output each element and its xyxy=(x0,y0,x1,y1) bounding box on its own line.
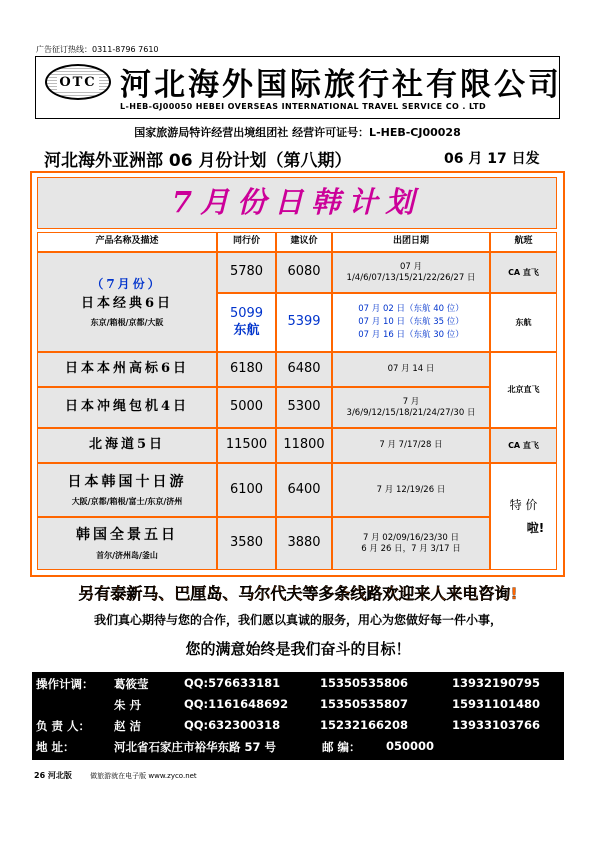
product-route: 首尔/济州岛/釜山 xyxy=(96,549,158,560)
departure-dates-promo xyxy=(332,293,490,352)
license-line: 国家旅游局特许经营出境组团社 经营许可证号：L-HEB-CJ00028 xyxy=(134,126,461,139)
logo-text: OTC xyxy=(59,74,97,90)
peer-price-value: 6180 xyxy=(229,361,264,377)
suggest-price xyxy=(276,517,332,570)
contact-phone: 15232166208 xyxy=(320,718,409,732)
contact-phone: 13932190795 xyxy=(452,676,541,690)
airline xyxy=(490,428,557,463)
contact-phone: 15350535806 xyxy=(320,676,409,690)
col-header-dates-label: 出团日期 xyxy=(392,236,429,247)
dates-line: 7 月 02/09/16/23/30 日 xyxy=(362,532,460,543)
product-tag: （7月份） xyxy=(91,277,163,292)
contact-zip: 050000 xyxy=(386,739,435,753)
suggest-price-value: 6400 xyxy=(287,481,321,497)
contact-label-operator: 操作计调： xyxy=(36,677,94,691)
departure-dates xyxy=(332,252,490,293)
product-honshu xyxy=(37,352,217,387)
suggest-price-value: 11800 xyxy=(283,437,325,453)
product-okinawa xyxy=(37,387,217,428)
contact-label-address: 地 址： xyxy=(36,740,75,754)
departure-dates xyxy=(332,517,490,570)
peer-price-promo xyxy=(217,293,276,352)
contact-panel xyxy=(32,672,564,760)
peer-price-value: 3580 xyxy=(229,535,264,551)
airline-merged xyxy=(490,352,557,428)
product-hokkaido xyxy=(37,428,217,463)
product-route: 大阪/京都/箱根/富士/东京/济州 xyxy=(71,496,183,507)
dates-line: 7 月 12/19/26 日 xyxy=(376,484,446,495)
peer-price xyxy=(217,517,276,570)
col-header-product-label: 产品名称及描述 xyxy=(95,236,159,247)
peer-price-value: 5099 xyxy=(229,306,264,322)
departure-dates xyxy=(332,352,490,387)
contact-label-zip: 邮 编： xyxy=(322,740,361,754)
airline-value: 东航 xyxy=(515,317,532,327)
company-name-en: L-HEB-GJ00050 HEBEI OVERSEAS INTERNATIONAL TRAVEL SERVICE CO . LTD xyxy=(120,102,487,111)
ad-hotline: 广告征订热线：0311-8796 7610 xyxy=(36,45,159,54)
dates-line: 07 月 10 日（东航 35 位） xyxy=(358,316,464,327)
dates-line: 07 月 xyxy=(399,261,423,272)
dates-line: 07 月 16 日（东航 30 位） xyxy=(358,330,464,341)
airline-value: CA 直飞 xyxy=(508,440,539,450)
suggest-price-value: 5300 xyxy=(287,399,321,415)
peer-price xyxy=(217,252,276,293)
suggest-price-value: 3880 xyxy=(287,535,321,551)
dates-line: 7 月 7/17/28 日 xyxy=(379,440,443,451)
page-number: 26 河北版 xyxy=(34,771,72,780)
product-route: 东京/箱根/京都/大阪 xyxy=(90,316,164,327)
suggest-price xyxy=(276,463,332,517)
product-name: 韩国全景五日 xyxy=(76,527,178,544)
col-header-airline xyxy=(490,232,557,252)
airline-promo xyxy=(490,293,557,352)
peer-price xyxy=(217,352,276,387)
peer-price-value: 11500 xyxy=(225,437,268,453)
col-header-suggest-price-label: 建议价 xyxy=(290,236,318,247)
suggest-price-value: 6080 xyxy=(287,264,321,280)
contact-qq: QQ:576633181 xyxy=(184,676,281,690)
contact-name: 葛筱莹 xyxy=(114,677,149,691)
dates-line: 07 月 02 日（东航 40 位） xyxy=(358,303,464,314)
dates-line: 1/4/6/07/13/15/21/22/26/27 日 xyxy=(346,272,476,283)
departure-dates xyxy=(332,463,490,517)
contact-label-manager: 负 责 人： xyxy=(36,719,91,733)
contact-name: 赵 洁 xyxy=(114,719,142,733)
departure-dates xyxy=(332,428,490,463)
col-header-airline-label: 航班 xyxy=(514,236,533,247)
peer-price xyxy=(217,463,276,517)
footer-site: 做旅游就在电子版 www.zyco.net xyxy=(90,772,197,780)
special-price-exclaim: 啦! xyxy=(526,520,545,535)
suggest-price xyxy=(276,387,332,428)
contact-phone: 15931101480 xyxy=(452,697,541,711)
plan-title: 河北海外亚洲部 06 月份计划（第八期） xyxy=(44,151,352,171)
airline-value: 北京直飞 xyxy=(507,385,540,394)
airline-value: CA 直飞 xyxy=(508,267,539,277)
peer-price xyxy=(217,428,276,463)
peer-price-value: 5780 xyxy=(229,264,264,280)
product-name: 日本经典6日 xyxy=(80,296,174,312)
product-name: 日本韩国十日游 xyxy=(67,473,187,490)
airline xyxy=(490,252,557,293)
plan-banner-title: 7月份日韩计划 xyxy=(171,185,423,219)
departure-dates xyxy=(332,387,490,428)
otc-logo xyxy=(45,64,111,100)
promo-service-line: 我们真心期待与您的合作，我们愿以真诚的服务，用心为您做好每一件小事， xyxy=(93,613,502,627)
contact-qq: QQ:1161648692 xyxy=(184,697,289,711)
col-header-product xyxy=(37,232,217,252)
suggest-price-promo xyxy=(276,293,332,352)
product-name: 北海道5日 xyxy=(88,437,166,453)
contact-phone: 13933103766 xyxy=(452,718,541,732)
contact-qq: QQ:632300318 xyxy=(184,718,281,732)
col-header-peer-price xyxy=(217,232,276,252)
dates-line: 7 月 xyxy=(402,396,420,407)
company-name-cn: 河北海外国际旅行社有限公司 xyxy=(120,67,562,103)
special-price-note xyxy=(490,463,557,570)
peer-price xyxy=(217,387,276,428)
dates-line: 6 月 26 日，7 月 3/17 日 xyxy=(361,543,461,554)
peer-price-value: 5000 xyxy=(229,399,264,415)
suggest-price-value: 5399 xyxy=(287,314,321,330)
plan-date: 06 月 17 日发 xyxy=(444,151,540,167)
product-korea-panorama xyxy=(37,517,217,570)
product-name: 日本本州高标6日 xyxy=(64,361,190,377)
peer-price-note: 东航 xyxy=(233,322,260,338)
special-price-text: 特 价 xyxy=(509,497,538,512)
promo-goal-line: 您的满意始终是我们奋斗的目标！ xyxy=(185,640,411,658)
product-name: 日本冲绳包机4日 xyxy=(64,399,190,415)
contact-address: 河北省石家庄市裕华东路 57 号 xyxy=(114,740,277,754)
product-japan-classic xyxy=(37,252,217,352)
contact-name: 朱 丹 xyxy=(114,698,142,712)
col-header-suggest-price xyxy=(276,232,332,252)
peer-price-value: 6100 xyxy=(229,481,264,497)
suggest-price xyxy=(276,352,332,387)
suggest-price xyxy=(276,428,332,463)
product-japan-korea xyxy=(37,463,217,517)
col-header-peer-price-label: 同行价 xyxy=(232,236,260,247)
promo-other-routes: 另有泰新马、巴厘岛、马尔代夫等多条线路欢迎来人来电咨询! xyxy=(78,584,518,603)
dates-line: 3/6/9/12/15/18/21/24/27/30 日 xyxy=(346,407,476,418)
suggest-price xyxy=(276,252,332,293)
page-footer xyxy=(34,770,197,781)
dates-line: 07 月 14 日 xyxy=(387,364,435,375)
contact-phone: 15350535807 xyxy=(320,697,409,711)
suggest-price-value: 6480 xyxy=(287,361,321,377)
col-header-dates xyxy=(332,232,490,252)
